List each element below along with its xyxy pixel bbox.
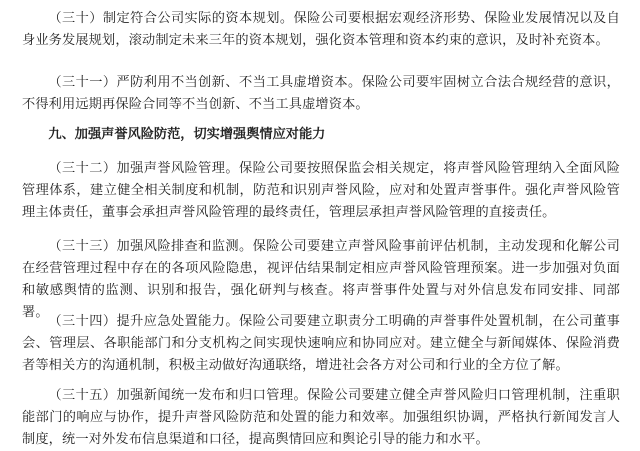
paragraph-33: （三十三）加强风险排查和监测。保险公司要建立声誉风险事前评估机制，主动发现和化解公司在经营管理过程中存在的各项风险隐患，视评估结果制定相应声誉风险管理预案。进一步加强对负面和敏感舆情的监测、识别和报告，强化研判与核查。将声誉事件处置与对外信息发布同安排、同部署。 bbox=[22, 239, 620, 320]
paragraph-30: （三十）制定符合公司实际的资本规划。保险公司要根据宏观经济形势、保险业发展情况以及自身业务发展规划，滚动制定未来三年的资本规划，强化资本管理和资本约束的意识，及时补充资本。 bbox=[22, 11, 620, 48]
section-heading-9: 九、加强声誉风险防范，切实增强舆情应对能力 bbox=[48, 127, 326, 142]
paragraph-31: （三十一）严防利用不当创新、不当工具虚增资本。保险公司要牢固树立合法合规经营的意识，不得利用远期再保险合同等不当创新、不当工具虚增资本。 bbox=[22, 75, 620, 112]
paragraph-32: （三十二）加强声誉风险管理。保险公司要按照保监会相关规定，将声誉风险管理纳入全面风险管理体系，建立健全相关制度和机制，防范和识别声誉风险，应对和处置声誉事件。强化声誉风险管理主体责任，董事会承担声誉风险管理的最终责任，管理层承担声誉风险管理的直接责任。 bbox=[22, 161, 620, 220]
paragraph-35: （三十五）加强新闻统一发布和归口管理。保险公司要建立健全声誉风险归口管理机制，注重职能部门的响应与协作，提升声誉风险防范和处置的能力和效率。加强组织协调，严格执行新闻发言人制度，统一对外发布信息渠道和口径，提高舆情回应和舆论引导的能力和水平。 bbox=[22, 388, 620, 447]
paragraph-34: （三十四）提升应急处置能力。保险公司要建立职责分工明确的声誉事件处置机制，在公司董事会、管理层、各职能部门和分支机构之间实现快速响应和协同应对。建立健全与新闻媒体、保险消费者等相关方的沟通机制，积极主动做好沟通联络，增进社会各方对公司和行业的全方位了解。 bbox=[22, 314, 620, 373]
